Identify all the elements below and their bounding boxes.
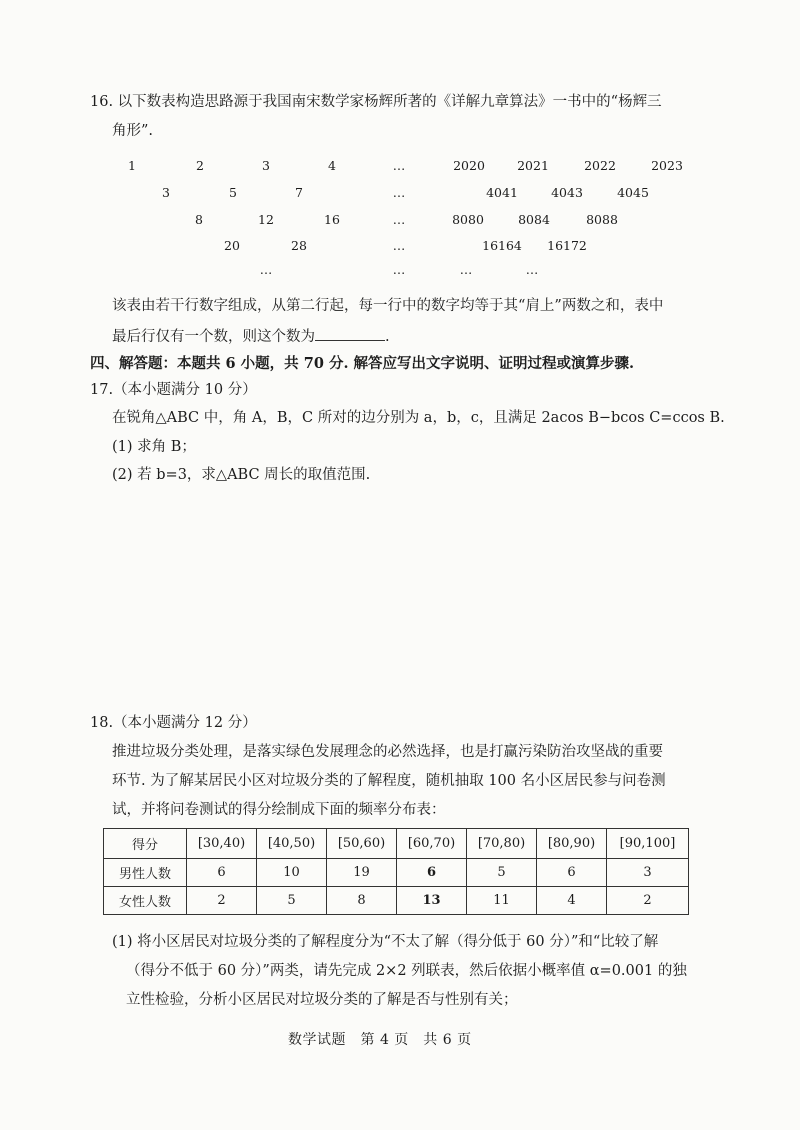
- table-cell: 女性人数: [104, 887, 187, 915]
- table-cell: 2: [187, 887, 257, 915]
- tri-cell: 7: [295, 185, 303, 200]
- table-cell: 11: [467, 887, 537, 915]
- table-row-male: [104, 859, 689, 887]
- q17-part1: (1) 求角 B；: [112, 439, 196, 455]
- tri-cell: 20: [224, 238, 240, 253]
- tri-cell: 16164: [482, 238, 522, 253]
- tri-cell: …: [259, 262, 273, 277]
- tri-cell: …: [392, 158, 406, 173]
- q18-title: 18.（本小题满分 12 分）: [90, 715, 257, 731]
- tri-cell: …: [459, 262, 473, 277]
- table-cell: [30,40): [187, 829, 257, 859]
- q18-part1-line3: 立性检验，分析小区居民对垃圾分类的了解是否与性别有关；: [126, 992, 518, 1008]
- tri-cell: 4045: [617, 185, 649, 200]
- q18-stem1: 推进垃圾分类处理，是落实绿色发展理念的必然选择，也是打赢污染防治攻坚战的重要: [112, 744, 663, 760]
- tri-cell: 3: [162, 185, 170, 200]
- table-cell: 5: [257, 887, 327, 915]
- table-cell: 4: [537, 887, 607, 915]
- tri-cell: 28: [291, 238, 307, 253]
- q16-desc2: [112, 328, 390, 345]
- tri-cell: …: [392, 212, 406, 227]
- section4-heading: 四、解答题：本题共 6 小题，共 70 分. 解答应写出文字说明、证明过程或演算步骤.: [90, 355, 635, 372]
- page-footer: 数学试题 第 4 页 共 6 页: [288, 1032, 472, 1048]
- q16-line2: 角形”.: [112, 123, 154, 139]
- table-cell: 得分: [104, 829, 187, 859]
- tri-cell: 2023: [651, 158, 683, 173]
- tri-cell: 2: [196, 158, 204, 173]
- table-cell: 6: [397, 859, 467, 887]
- tri-cell: 2020: [453, 158, 485, 173]
- tri-cell: …: [525, 262, 539, 277]
- answer-blank: [315, 328, 385, 341]
- q18-part1-line2: （得分不低于 60 分）”两类，请先完成 2×2 列联表，然后依据小概率值 α=0.001 的独: [126, 963, 687, 979]
- table-cell: [70,80): [467, 829, 537, 859]
- tri-cell: 4043: [551, 185, 583, 200]
- table-cell: 6: [187, 859, 257, 887]
- table-cell: 10: [257, 859, 327, 887]
- table-cell: 13: [397, 887, 467, 915]
- table-cell: 男性人数: [104, 859, 187, 887]
- frequency-table: [103, 828, 689, 915]
- q18-part1-line1: (1) 将小区居民对垃圾分类的了解程度分为“不太了解（得分低于 60 分）”和“比较了解: [112, 934, 659, 950]
- q18-stem3: 试，并将问卷测试的得分绘制成下面的频率分布表：: [112, 802, 446, 818]
- table-cell: 2: [607, 887, 689, 915]
- q18-stem2: 环节. 为了解某居民小区对垃圾分类的了解程度，随机抽取 100 名小区居民参与问卷测: [112, 773, 666, 789]
- table-cell: [40,50): [257, 829, 327, 859]
- table-cell: 6: [537, 859, 607, 887]
- q16-desc2-text: 最后行仅有一个数，则这个数为: [112, 329, 315, 345]
- table-cell: 8: [327, 887, 397, 915]
- q16-desc2-end: .: [385, 329, 390, 345]
- tri-cell: 5: [229, 185, 237, 200]
- tri-cell: …: [392, 262, 406, 277]
- table-cell: [90,100]: [607, 829, 689, 859]
- tri-cell: 12: [258, 212, 274, 227]
- tri-cell: …: [392, 185, 406, 200]
- tri-cell: 3: [262, 158, 270, 173]
- tri-cell: 2021: [517, 158, 549, 173]
- q17-part2: (2) 若 b=3，求△ABC 周长的取值范围.: [112, 467, 371, 483]
- tri-cell: 8: [195, 212, 203, 227]
- tri-cell: 16172: [547, 238, 587, 253]
- table-cell: [60,70): [397, 829, 467, 859]
- tri-cell: 8080: [452, 212, 484, 227]
- table-cell: 3: [607, 859, 689, 887]
- table-cell: 5: [467, 859, 537, 887]
- q17-stem: 在锐角△ABC 中，角 A，B，C 所对的边分别为 a，b，c，且满足 2acos B−bcos C=ccos B.: [112, 410, 725, 426]
- table-row-female: [104, 887, 689, 915]
- tri-cell: 8084: [518, 212, 550, 227]
- table-header-row: [104, 829, 689, 859]
- tri-cell: 2022: [584, 158, 616, 173]
- tri-cell: 4041: [486, 185, 518, 200]
- table-cell: [50,60): [327, 829, 397, 859]
- table-cell: [80,90): [537, 829, 607, 859]
- tri-cell: …: [392, 238, 406, 253]
- table-cell: 19: [327, 859, 397, 887]
- q17-title: 17.（本小题满分 10 分）: [90, 382, 257, 398]
- tri-cell: 8088: [586, 212, 618, 227]
- q16-line1: 16. 以下数表构造思路源于我国南宋数学家杨辉所著的《详解九章算法》一书中的“杨辉三: [90, 94, 662, 110]
- tri-cell: 16: [324, 212, 340, 227]
- tri-cell: 1: [128, 158, 136, 173]
- tri-cell: 4: [328, 158, 336, 173]
- q16-desc1: 该表由若干行数字组成，从第二行起，每一行中的数字均等于其“肩上”两数之和，表中: [112, 298, 664, 314]
